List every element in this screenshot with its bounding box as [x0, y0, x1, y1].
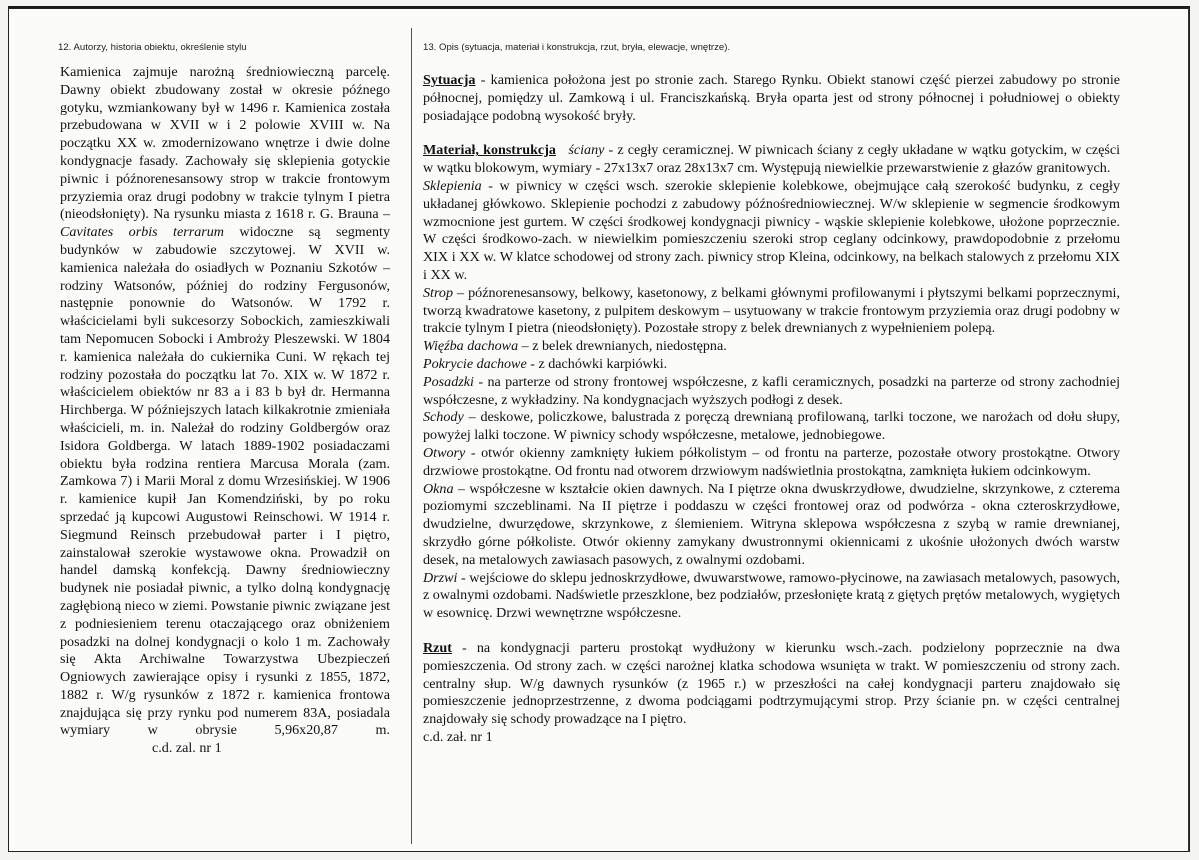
history-column	[60, 64, 390, 758]
okna-label: Okna	[423, 480, 454, 497]
sytuacja-paragraph	[423, 72, 1120, 125]
pokrycie-label: Pokrycie dachowe	[423, 355, 527, 372]
section-12-header: 12. Autorzy, historia obiektu, określenie stylu	[58, 42, 247, 53]
strop-paragraph	[423, 285, 1120, 338]
column-divider	[411, 28, 412, 844]
section-13-header: 13. Opis (sytuacja, materiał i konstrukcja, rzut, bryła, elewacje, wnętrze).	[423, 42, 731, 53]
pokrycie-text: - z dachówki karpiówki.	[526, 355, 668, 372]
sklepienia-label: Sklepienia	[423, 177, 482, 194]
right-border-line	[1188, 8, 1189, 852]
drzwi-label: Drzwi	[423, 569, 458, 586]
sklepienia-text: - w piwnicy w części wsch. szerokie sklepienie kolebkowe, obejmujące całą szerokość budynku, z cegły układanej główkowo. Sklepienie pochodzi z zabudowy późnośredniowiecznej. W/w sklepienie w segmencie środkowym wzmocnione jest gurtem. W części środkowej kondygnacji piwnicy - wąskie sklepienie kolebkowe, ułożone poprzecznie. W części środkowo-zach. w niewielkim pomieszczeniu szeroki strop ceglany odcinkowy, prawdopodobnie z przełomu XIX i XX w. W klatce schodowej od strony zach. piwnicy strop Kleina, odcinkowy, na belkach stalowych z przełomu XIX i XX w.	[423, 177, 1120, 283]
section-gap	[423, 623, 1120, 640]
drzwi-text: - wejściowe do sklepu jednoskrzydłowe, dwuwarstwowe, ramowo-płycinowe, na zawiasach metalowych, pasowych, z owalnymi ozdobami. Nadświetle przeszklone, bez podziałów, przesłonięte kratą z giętych prętów metalowych, wygiętych w esownicę. Drzwi wewnętrzne współczesne.	[423, 569, 1120, 622]
okna-text: – współczesne w kształcie okien dawnych. Na I piętrze okna dwuskrzydłowe, dwudzielne, skrzynkowe, z czterema poziomymi szczeblinami. Na II piętrze i poddaszu w części frontowej oraz od podwórza - okna czteroskrzydłowe, dwudzielne, dwurzędowe, skrzynkowe, z ślemieniem. Witryna sklepowa współczesna z szybą w ramie drewnianej, skrzydło górne półkoliste. Otwór okienny zamykany dwustronnymi okiennicami z ukośnie ułożonych dwóch warstw desek, na metalowych zawiasach pasowych, z owalnymi ozdobami.	[423, 480, 1120, 568]
sklepienia-paragraph	[423, 178, 1120, 285]
history-text-b: widoczne są segmenty budynków w zabudowie szczytowej. W XVII w. kamienica należała do osiadłych w Poznaniu Szkotów – rodziny Watsonów, później do rodziny Fergusonów, następnie ponownie do Watsonów. W 1792 r. właścicielami byli sukcesorzy Sobockich, zamieszkiwali tam Nepomucen Sobocki i Ambroży Pleszewski. W 1804 r. kamienica należała do cukiernika Cuni. W rękach tej rodziny pozostała do początku lat 7o. XIX w. W 1872 r. właścicielem obiektów nr 83 a i 83 b był dr. Hermanna Hirchberga. W późniejszych latach kilkakrotnie zmieniała właścicieli, m. in. Należał do rodziny Goldbergów oraz Isidora Goldberga. W latach 1889-1902 posiadaczami obiektu była rodzina rentiera Marcusa Morala (zam. Zamkowa 7) i Marii Moral z domu Wrzesińskiej. W 1906 r. kamienice kupił Jan Komendziński, by po roku sprzedać ją kupcowi Augustowi Reinschowi. W 1914 r. Siegmund Reinsch przebudował parter i I piętro, zainstalował szerokie wystawowe okna. Prowadził on handel damską konfekcją. Dawny średniowieczny budynek nie posiadał piwnic, a tylko dolną kondygnację zagłębioną nieco w ziemi. Powstanie piwnic związane jest z podniesieniem terenu otaczającego oraz obniżeniem posadzki na dolnej kondygnacji o kolo 1 m. Zachowały się Akta Archiwalne Towarzystwa Ubezpieczeń Ogniowych zawierające opisy i rysunki z 1855, 1872, 1882 r. W/g rysunków z 1872 r. kamienica frontowa znajdująca się przy rynku pod numerem 83A, posiadala wymiary w obrysie 5,96x20,87 m.	[60, 224, 390, 739]
history-title-italic: Cavitates orbis terrarum	[60, 224, 224, 241]
wiezba-text: – z belek drewnianych, niedostępna.	[518, 338, 727, 355]
schody-label: Schody	[423, 409, 464, 426]
sytuacja-title: Sytuacja	[423, 72, 476, 88]
continuation-note-right: c.d. zał. nr 1	[423, 728, 493, 745]
okna-paragraph	[423, 481, 1120, 570]
rzut-text: - na kondygnacji parteru prostokąt wydłużony w kierunku wsch.-zach. podzielony poprzecznie na dwa pomieszczenia. Od strony zach. w części narożnej klatka schodowa wsunięta w trakt. W pomieszczeniu od strony zach. centralny słup. W/g dawnych rysunków (z 1965 r.) w przeszłości na całej kondygnacji parteru znajdowało się pomieszczenie jednoprzestrzenne, z dwoma podciągami podtrzymującymi strop. Przy ścianie pn. w części centralnej znajdowały się schody prowadzące na I piętro.	[423, 639, 1120, 728]
wiezba-paragraph	[423, 338, 1120, 356]
schody-text: – deskowe, policzkowe, balustrada z poręczą drewnianą profilowaną, tarlki toczone, we narożach od dołu słupy, powyżej lalki toczone. W piwnicy schody współczesne, metalowe, jednobiegowe.	[423, 409, 1120, 444]
rzut-title: Rzut	[423, 639, 452, 656]
history-text-a: Kamienica zajmuje narożną średniowieczną parcelę. Dawny obiekt zbudowany został w okresie późnego gotyku, wzmiankowany był w 1496 r. Kamienica została przebudowana w XVII w i 2 polowie XVIII w. Na początku XX w. zmodernizowano wnętrze i dwie dolne kondygnacje fasady. Zachowały się sklepienia gotyckie piwnic i późnorenesansowy strop w trakcie frontowym przyziemia oraz drugi podobny w trakcie tylnym I pietra (nieodsłonięty). Na rysunku miasta z 1618 r. G. Brauna –	[60, 64, 390, 223]
material-title: Materiał, konstrukcja	[423, 142, 556, 159]
sciany-label: ściany	[568, 142, 605, 159]
rzut-paragraph	[423, 640, 1120, 729]
wiezba-label: Więźba dachowa	[423, 338, 519, 355]
strop-text: – późnorenesansowy, belkowy, kasetonowy, z belkami głównymi profilowanymi i płytszymi belkami poprzecznymi, tworzą kwadratowe kasetony, z pulpitem deskowym – usytuowany w trakcie frontowym przyziemia oraz drugi podobny w trakcie tylnym I pietra (nieodsłonięty). Pozostałe stropy z belek drewnianych z wypełnieniem polepą.	[423, 284, 1120, 337]
posadzki-text: - na parterze od strony frontowej współczesne, z kafli ceramicznych, posadzki na parterze od strony zachodniej współczesne, z wykładziny. Na kondygnacjach wyższych podłogi z desek.	[423, 373, 1120, 408]
description-column	[423, 72, 1120, 747]
strop-label: Strop	[423, 284, 454, 301]
history-paragraph	[60, 64, 390, 758]
otwory-text: - otwór okienny zamknięty łukiem półkolistym – od frontu na parterze, pozostałe otwory prostokątne. Otwory drzwiowe prostokątne. Od frontu nad otworem drzwiowym nadświetlnia prostokątna, zamknięta łukiem odcinkowym.	[423, 444, 1120, 479]
otwory-label: Otwory	[423, 444, 466, 461]
pokrycie-paragraph	[423, 356, 1120, 374]
posadzki-paragraph	[423, 374, 1120, 410]
drzwi-paragraph	[423, 570, 1120, 623]
sytuacja-text: - kamienica położona jest po stronie zach. Starego Rynku. Obiekt stanowi część pierzei zabudowy po stronie północnej, pomiędzy ul. Zamkową i ul. Franciszkańską. Bryła oparta jest od strony północnej i południowej o obiekty posiadające podobną wysokość bryły.	[423, 72, 1120, 124]
schody-paragraph	[423, 409, 1120, 445]
sciany-text: - z cegły ceramicznej. W piwnicach ściany z cegły układane w wątku gotyckim, w części w wątku blokowym, wymiary - 27x13x7 oraz 28x13x7 cm. Występują niewielkie przewarstwienie z głazów granitowych.	[423, 142, 1120, 177]
continuation-note-left: c.d. zal. nr 1	[152, 740, 222, 757]
section-gap	[423, 125, 1120, 142]
posadzki-label: Posadzki	[423, 373, 474, 390]
sciany-paragraph	[423, 142, 1120, 178]
otwory-paragraph	[423, 445, 1120, 481]
